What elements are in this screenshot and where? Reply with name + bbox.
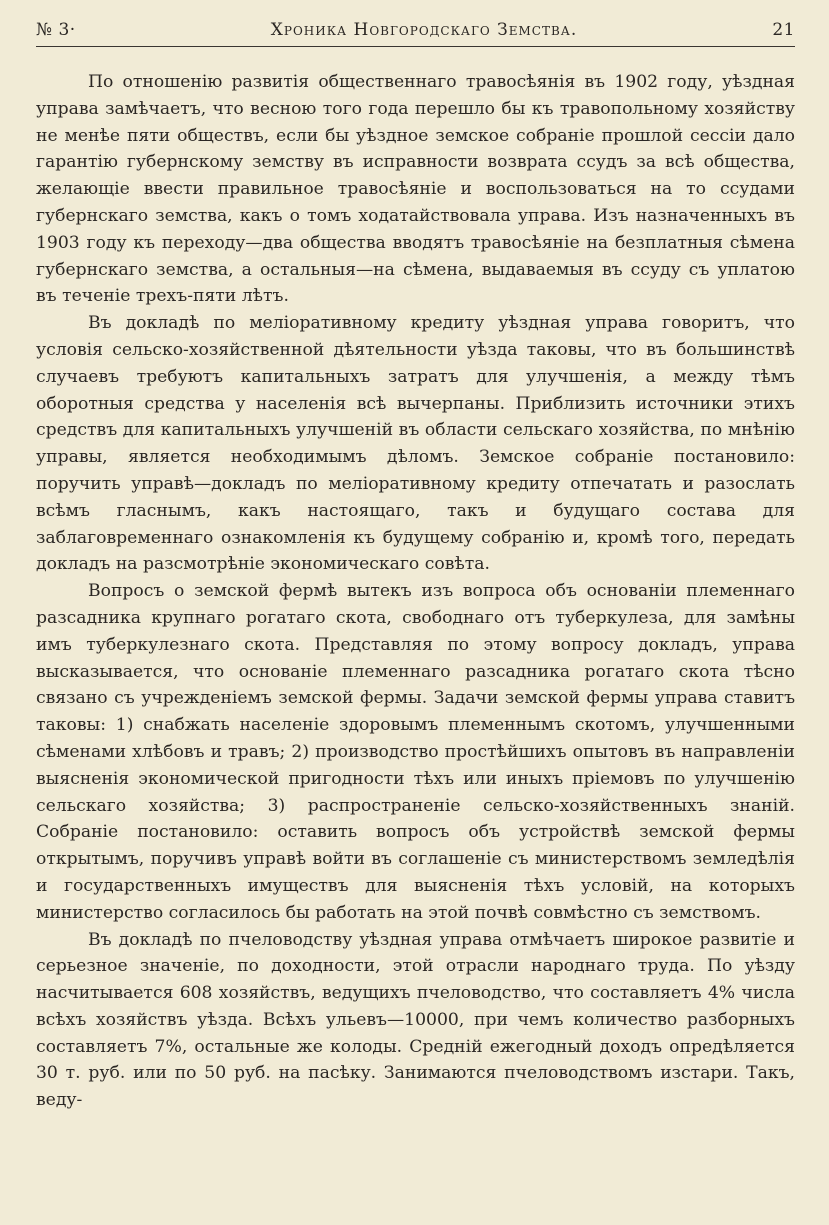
paragraph: Въ докладѣ по меліоративному кредиту уѣздная управа говоритъ, что условія сельско-хозяйственной дѣятельности уѣзда таковы, что въ большинствѣ случаевъ требуютъ капитальныхъ затратъ для улучшенія, а между тѣмъ оборотныя средства у населенія всѣ вычерпаны. Приблизить источники этихъ средствъ для капитальныхъ улучшеній въ области сельскаго хозяйства, по мнѣнію управы, является необходимымъ дѣломъ. Земское собраніе постановило: поручить управѣ—докладъ по меліоративному кредиту отпечатать и разослать всѣмъ гласнымъ, какъ настоящаго, такъ и будущаго состава для заблаговременнаго ознакомленія къ будущему собранію и, кромѣ того, передать докладъ на разсмотрѣніе экономическаго совѣта.	[36, 313, 795, 575]
paragraph: Въ докладѣ по пчеловодству уѣздная управа отмѣчаетъ широкое развитіе и серьезное значеніе, по доходности, этой отрасли народнаго труда. По уѣзду насчитывается 608 хозяйствъ, ведущихъ пчеловодство, что составляетъ 4% числа всѣхъ хозяйствъ уѣзда. Всѣхъ ульевъ—10000, при чемъ количество разборныхъ составляетъ 7%, остальные же колоды. Средній ежегодный доходъ опредѣляется 30 т. руб. или по 50 руб. на пасѣку. Занимаются пчеловодствомъ изстари. Такъ, веду-	[36, 929, 795, 1111]
running-title: Хроника Новгородскаго Земства.	[270, 20, 578, 40]
issue-number: № 3·	[36, 20, 76, 40]
body-text	[36, 69, 795, 1114]
page-header	[36, 20, 795, 47]
paragraph: По отношенію развитія общественнаго травосѣянія въ 1902 году, уѣздная управа замѣчаетъ, что весною того года перешло бы къ травопольному хозяйству не менѣе пяти обществъ, если бы уѣздное земское собраніе прошлой сессіи дало гарантію губернскому земству въ исправности возврата ссудъ за всѣ общества, желающіе ввести правильное травосѣяніе и воспользоваться на то ссудами губернскаго земства, какъ о томъ ходатайствовала управа. Изъ назначенныхъ въ 1903 году къ переходу—два общества вводятъ травосѣяніе на безплатныя сѣмена губернскаго земства, а остальныя—на сѣмена, выдаваемыя въ ссуду съ уплатою въ теченіе трехъ-пяти лѣтъ.	[36, 72, 795, 307]
page-number: 21	[772, 20, 795, 40]
paragraph: Вопросъ о земской фермѣ вытекъ изъ вопроса объ основаніи племеннаго разсадника крупнаго рогатаго скота, свободнаго отъ туберкулеза, для замѣны имъ туберкулезнаго скота. Представляя по этому вопросу докладъ, управа высказывается, что основаніе племеннаго разсадника рогатаго скота тѣсно связано съ учрежденіемъ земской фермы. Задачи земской фермы управа ставитъ таковы: 1) снабжать населеніе здоровымъ племеннымъ скотомъ, улучшенными сѣменами хлѣбовъ и травъ; 2) производство простѣйшихъ опытовъ въ направленіи выясненія экономической пригодности тѣхъ или иныхъ пріемовъ по улучшенію сельскаго хозяйства; 3) распространеніе сельско-хозяйственныхъ знаній. Собраніе постановило: оставить вопросъ объ устройствѣ земской фермы открытымъ, поручивъ управѣ войти въ соглашеніе съ министерствомъ земледѣлія и государственныхъ имуществъ для выясненія тѣхъ условій, на которыхъ министерство согласилось бы работать на этой почвѣ совмѣстно съ земствомъ.	[36, 581, 795, 923]
